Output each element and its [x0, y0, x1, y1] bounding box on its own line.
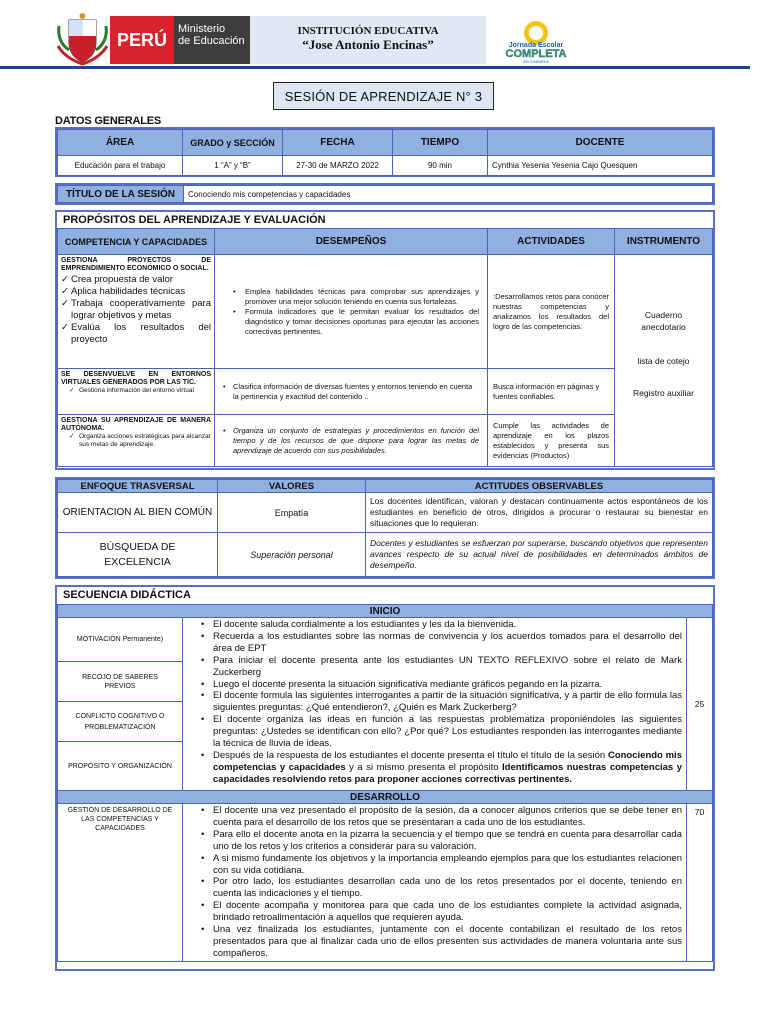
capacidad-item: ✓ Organiza acciones estratégicas para alcanzar sus metas de aprendizaje. [69, 433, 211, 449]
header-fecha: FECHA [283, 130, 393, 156]
actitud-text: Los docentes identifican, valoran y destacan continuamente actos espontáneos de los estudiantes en beneficio de otros, dirigidos a procurar o restaurar su bienestar en situaciones que lo requieran. [366, 493, 713, 533]
jornada-escolar-completa-logo [496, 17, 576, 65]
propositos-title: PROPÓSITOS DEL APRENDIZAJE Y EVALUACIÓN [63, 214, 326, 226]
ministerio-logo: Ministerio de Educación [174, 16, 250, 64]
valor-name: Superación personal [218, 533, 366, 577]
enfoque-table [55, 477, 715, 579]
valor-name: Empatía [218, 493, 366, 533]
instrumentos-cell [615, 255, 713, 467]
competencia-cell [58, 415, 215, 467]
header-enfoque: ENFOQUE TRASVERSAL [58, 480, 218, 493]
header-area: ÁREA [58, 130, 183, 156]
capacidad-item: ✓ Evalúa los resultados del proyecto [61, 322, 211, 346]
svg-text:COMPLETA: COMPLETA [505, 48, 567, 60]
value-fecha: 27-30 de MARZO 2022 [283, 156, 393, 176]
titulo-sesion-value: Conociendo mis competencias y capacidades [184, 186, 713, 203]
datos-generales-table [55, 127, 715, 177]
header-actividades: ACTIVIDADES [488, 229, 615, 255]
header-docente: DOCENTE [488, 130, 713, 156]
actividad-cell: :Desarrollamos retos para conocer nuestras competencias y analizamos los resultados del logro de las competencias. [488, 255, 615, 369]
momento-motivacion: MOTIVACIÓN Permanente) [58, 618, 182, 662]
secuencia-section [55, 585, 715, 971]
competencia-name: SE DESENVUELVE EN ENTORNOS VIRTUALES GENERADOS POR LAS TIC. [61, 371, 211, 386]
inicio-item-proposito: • Después de la respuesta de los estudiantes el docente presenta el título el título de la sesión Conociendo mis competencias y capacidades y a si mismo presenta el propósito Identificamos nuestras competencias y capacidades resolviendo retos para proponer acciones correctivas pertinentes. [183, 750, 682, 786]
capacidades-list [61, 274, 211, 346]
inicio-bar: INICIO [58, 605, 713, 618]
header-desempenos: DESEMPEÑOS [215, 229, 488, 255]
instrumento-item: Cuaderno anecdotario [641, 310, 686, 332]
desempeno-item: • Clasifica información de diversas fuentes y entornos teniendo en cuenta la pertinencia y exactitud del contenido .. [221, 382, 479, 402]
actividad-cell: Cumple las actividades de aprendizaje en los plazos establecidos y presenta sus evidencias (Productos) [488, 415, 615, 467]
header-grado: GRADO y SECCIÓN [183, 130, 283, 156]
actitud-text: Docentes y estudiantes se esfuerzan por superarse, buscando objetivos que representen avances respecto de su actual nivel de posibilidades en determinados ámbitos de desempeño. [366, 533, 713, 577]
desarrollo-item: • A si mismo fundamente los objetivos y la importancia empleando ejemplos para que los estudiantes relacionen con su vida cotidiana. [183, 853, 682, 877]
institution-label: INSTITUCIÓN EDUCATIVA [297, 25, 439, 37]
svg-text:Jornada Escolar: Jornada Escolar [508, 42, 564, 49]
actividad-cell: Busca información en páginas y fuentes confiables. [488, 369, 615, 415]
desarrollo-actividades [183, 804, 687, 962]
capacidad-item: ✓ Aplica habilidades técnicas [61, 286, 211, 298]
desempeno-item: • Formula indicadores que le permitan evaluar los resultados del diagnóstico y tomar decisiones oportunas para ejecutar las acciones correctivas pertinentes. [215, 307, 479, 337]
capacidades-list [61, 387, 211, 395]
enfoque-name: BÚSQUEDA DE EXCELENCIA [58, 533, 218, 577]
value-tiempo: 90 min [393, 156, 488, 176]
header-competencia: COMPETENCIA Y CAPACIDADES [58, 229, 215, 255]
momento-conflicto-cognitivo: CONFLICTO COGNITIVO O PROBLEMATIZACIÓN [58, 702, 182, 742]
inicio-item: • Para iniciar el docente presenta ante los estudiantes UN TEXTO REFLEXIVO sobre el relato de Mark Zuckerberg [183, 655, 682, 679]
capacidad-item: ✓ Gestiona información del entorno virtual [69, 387, 211, 395]
document-header [0, 0, 768, 72]
header-instrumento: INSTRUMENTO [615, 229, 713, 255]
peru-coat-of-arms-icon [55, 12, 110, 66]
header-tiempo: TIEMPO [393, 130, 488, 156]
inicio-momentos [58, 618, 183, 791]
header-valores: VALORES [218, 480, 366, 493]
inicio-actividades [183, 618, 687, 791]
propositos-section [55, 210, 715, 470]
header-actitudes: ACTITUDES OBSERVABLES [366, 480, 713, 493]
desempenos-cell [215, 255, 488, 369]
desempeno-item: • Organiza un conjunto de estrategias y procedimientos en función del tiempo y de los recursos de que dispone para lograr las metas de aprendizaje de acuerdo con sus posibilidades. [221, 426, 479, 456]
competencia-name: GESTIONA PROYECTOS DE EMPRENDIMIENTO ECONÓMICO O SOCIAL. [61, 257, 211, 272]
value-docente: Cynthia Yesenia Yesenia Cajo Quesquen [488, 156, 713, 176]
capacidad-item: ✓ Trabaja cooperativamente para lograr objetivos y metas [61, 298, 211, 322]
desarrollo-item: • Una vez finalizada los estudiantes, juntamente con el docente contabilizan el resultado de los retos presentados para que al finalizar cada uno de ellos presenten sus actividades de manera voluntaria ante sus compañeros. [183, 924, 682, 960]
svg-text:SECUNDARIA: SECUNDARIA [522, 59, 550, 64]
desarrollo-item: • El docente una vez presentado el propósito de la sesión, da a conocer algunos criterios que se debe tener en cuenta para el desarrollo de los retos que se presentaran a cada uno de los estudiantes. [183, 805, 682, 829]
titulo-sesion-row [55, 183, 715, 205]
momento-proposito: PROPÓSITO Y ORGANIZACIÓN [68, 762, 172, 770]
inicio-item: • Recuerda a los estudiantes sobre las normas de convivencia y los acuerdos tomados para el desarrollo del área de EPT [183, 631, 682, 655]
datos-generales-title: DATOS GENERALES [55, 115, 161, 127]
capacidad-item: ✓ Crea propuesta de valor [61, 274, 211, 286]
desarrollo-tiempo: 70 [686, 804, 712, 962]
session-title: SESIÓN DE APRENDIZAJE N° 3 [273, 82, 494, 110]
desarrollo-item: • Para ello el docente anota en la pizarra la secuencia y el tiempo que se tendrá en cuenta para desarrollar cada uno de los retos y los criterios a considerar para su valoración. [183, 829, 682, 853]
secuencia-title: SECUENCIA DIDÁCTICA [63, 589, 191, 601]
desarrollo-bar: DESARROLLO [58, 791, 713, 804]
competencia-cell [58, 255, 215, 369]
institution-box [250, 16, 486, 64]
header-divider [0, 66, 750, 69]
desarrollo-momento: GESTION DE DESARROLLO DE LAS COMPETENCIAS Y CAPACIDADES [58, 804, 183, 962]
inicio-item: • El docente organiza las ideas en función a las respuestas problematiza proponiéndoles las siguientes preguntas: ¿Ustedes se identifican con ello? ¿Por qué? Los estudiantes responden las interrogantes mediante la técnica de lluvia de ideas. [183, 714, 682, 750]
desarrollo-item: • Por otro lado, los estudiantes desarrollan cada uno de los retos presentados por el docente, teniendo en cuenta las indicaciones y el tiempo. [183, 876, 682, 900]
peru-logo: PERÚ [110, 16, 174, 64]
desempenos-cell [215, 415, 488, 467]
value-area: Educación para el trabajo [58, 156, 183, 176]
value-grado: 1 “A” y “B” [183, 156, 283, 176]
titulo-sesion-label: TÍTULO DE LA SESIÓN [58, 186, 184, 203]
competencia-name: GESTIONA SU APRENDIZAJE DE MANERA AUTÓNOMA. [61, 417, 211, 432]
enfoque-name: ORIENTACION AL BIEN COMÚN [58, 493, 218, 533]
institution-name: “Jose Antonio Encinas” [302, 37, 434, 52]
inicio-tiempo: 25 [686, 618, 712, 791]
competencia-cell [58, 369, 215, 415]
desempeno-item: • Emplea habilidades técnicas para comprobar sus aprendizajes y promover una mejor solución teniendo en cuenta sus fortalezas. [215, 287, 479, 307]
capacidades-list [61, 433, 211, 449]
inicio-item: • El docente saluda cordialmente a los estudiantes y les da la bienvenida. [183, 619, 682, 631]
instrumento-item: Registro auxiliar [633, 388, 694, 398]
desarrollo-item: • El docente acompaña y monitorea para que cada uno de los estudiantes complete la actividad asignada, brindado retroalimentación a aquellos que requieren ayuda. [183, 900, 682, 924]
instrumento-item: lista de cotejo [637, 356, 690, 366]
momento-saberes-previos: RECOJO DE SABERES PREVIOS [58, 662, 182, 702]
inicio-item: • El docente formula las siguientes interrogantes a partir de la situación significativa, y a partir de ello formula las siguientes preguntas: ¿Qué entendieron?, ¿Quién es Mark Zuckerberg? [183, 690, 682, 714]
inicio-item: • Luego el docente presenta la situación significativa mediante gráficos pegando en la pizarra. [183, 679, 682, 691]
desempenos-cell [215, 369, 488, 415]
